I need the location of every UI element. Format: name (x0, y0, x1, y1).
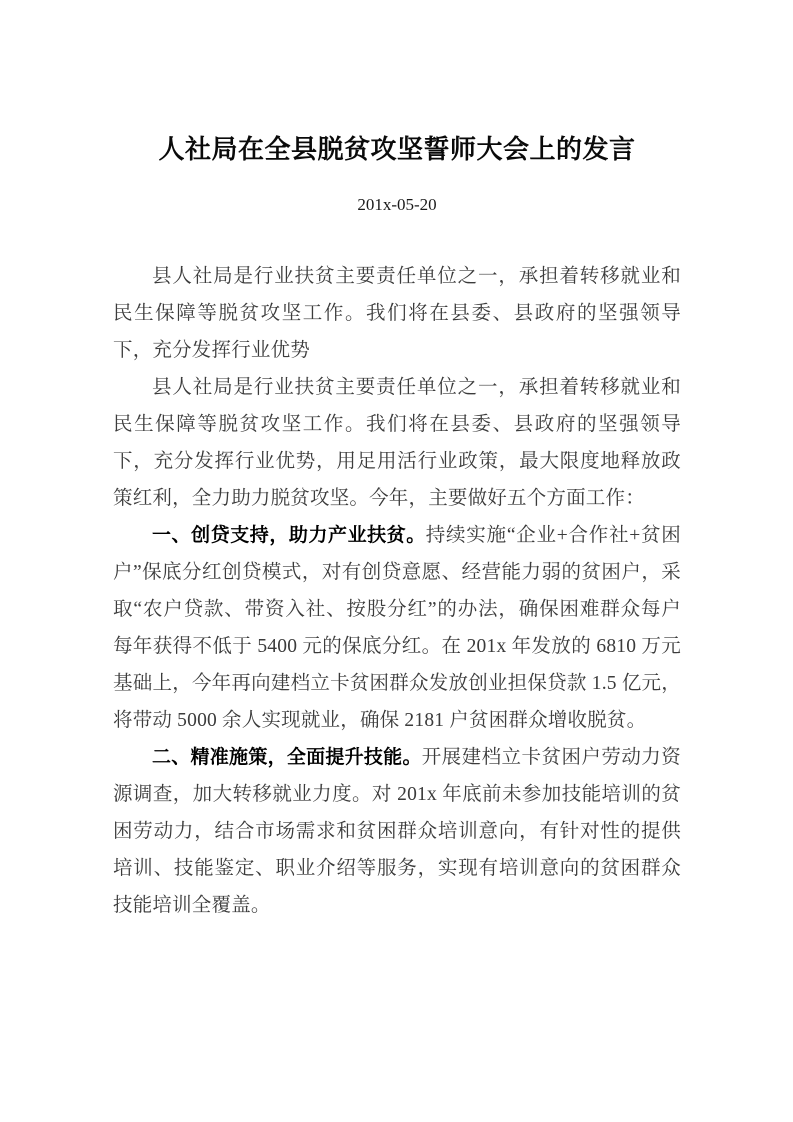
paragraph-section-2 (113, 739, 681, 924)
document-body (113, 258, 681, 924)
page-title: 人社局在全县脱贫攻坚誓师大会上的发言 (158, 135, 636, 164)
paragraph-intro-2 (113, 369, 681, 517)
section-heading-two: 二、精准施策，全面提升技能。 (152, 746, 422, 768)
paragraph-text: 持续实施“企业+合作社+贫困户”保底分红创贷模式，对有创贷意愿、经营能力弱的贫困户，采取“农户贷款、带资入社、按股分红”的办法，确保困难群众每户每年获得不低于 5400 元的保底分红。在 201x 年发放的 6810 万元基础上，今年再向建档立卡贫困群众发放创业担保贷款 1.5 亿元，将带动 5000 余人实现就业，确保 2181 户贫困群众增收脱贫。 (113, 525, 681, 731)
paragraph-text: 开展建档立卡贫困户劳动力资源调查，加大转移就业力度。对 201x 年底前未参加技能培训的贫困劳动力，结合市场需求和贫困群众培训意向，有针对性的提供培训、技能鉴定、职业介绍等服务，实现有培训意向的贫困群众技能培训全覆盖。 (113, 747, 681, 916)
paragraph-intro-1 (113, 258, 681, 369)
section-heading-one: 一、创贷支持，助力产业扶贫。 (152, 524, 426, 546)
document-date: 201x-05-20 (357, 195, 437, 214)
paragraph-text: 县人社局是行业扶贫主要责任单位之一，承担着转移就业和民生保障等脱贫攻坚工作。我们将在县委、县政府的坚强领导下，充分发挥行业优势，用足用活行业政策，最大限度地释放政策红利，全力助力脱贫攻坚。今年，主要做好五个方面工作： (113, 377, 681, 509)
paragraph-section-1 (113, 517, 681, 739)
paragraph-text: 县人社局是行业扶贫主要责任单位之一，承担着转移就业和民生保障等脱贫攻坚工作。我们将在县委、县政府的坚强领导下，充分发挥行业优势 (113, 266, 681, 361)
